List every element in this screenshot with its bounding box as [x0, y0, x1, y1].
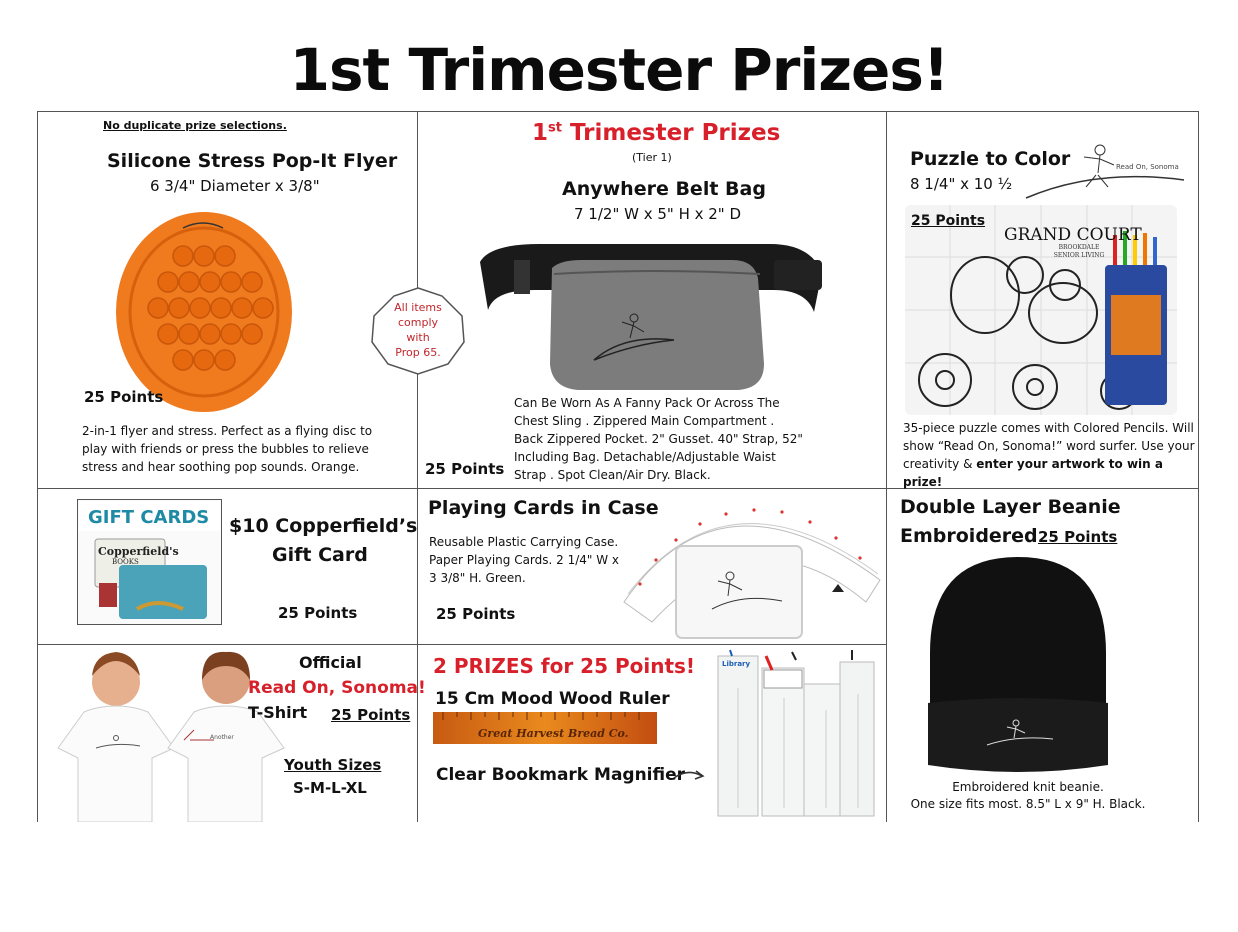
- cards-title: Playing Cards in Case: [428, 497, 659, 519]
- center-prize-title: 1st Trimester Prizes: [532, 120, 781, 146]
- ruler-title: 15 Cm Mood Wood Ruler: [435, 689, 670, 709]
- bookmark-library-label: Library: [722, 660, 751, 668]
- prop65-badge-text: All items comply with Prop 65.: [394, 301, 442, 359]
- grand-court-subtitle: BROOKDALE SENIOR LIVING: [1053, 244, 1105, 259]
- ruler-imprint: Great Harvest Bread Co.: [478, 727, 629, 740]
- tshirt-sizes-label: Youth Sizes: [284, 756, 382, 774]
- tshirt-points: 25 Points: [331, 706, 411, 724]
- beltbag-title: Anywhere Belt Bag: [562, 178, 766, 200]
- puzzle-title: Puzzle to Color: [910, 148, 1071, 170]
- grid-line: [37, 111, 1198, 112]
- puzzle-description: 35-piece puzzle comes with Colored Pencils. Will show “Read On, Sonoma!” word surfer. Use your creativity & enter your artwork to win a prize!: [903, 421, 1195, 489]
- puzzle-points: 25 Points: [911, 213, 986, 229]
- cards-points: 25 Points: [436, 605, 516, 623]
- puzzle-size: 8 1/4" x 10 ½: [910, 175, 1013, 193]
- bookmark-title: Clear Bookmark Magnifier: [436, 765, 686, 785]
- giftcard-points: 25 Points: [278, 604, 358, 622]
- beltbag-points: 25 Points: [425, 460, 505, 478]
- bookmark-magnifier-image: [708, 648, 880, 820]
- popit-description: 2-in-1 flyer and stress. Perfect as a flying disc to play with friends or press the bubbles to relieve stress and hear soothing pop sounds. Orange.: [82, 424, 373, 474]
- grid-line: [37, 644, 887, 645]
- grid-line: [886, 111, 887, 822]
- giftcard-title: $10 Copperfield’s: [229, 515, 418, 537]
- beanie-title-2: Embroidered: [900, 525, 1038, 547]
- grid-line: [417, 111, 418, 822]
- belt-bag-image: [474, 232, 830, 398]
- beltbag-description: Can Be Worn As A Fanny Pack Or Across The Chest Sling . Zippered Main Compartment . Back Zippered Pocket. 2" Gusset. 40" Strap, 52" Including Bag. Detachable/Adjustable Waist Strap . Spot Clean/Air Dry. Black.: [514, 396, 803, 482]
- gift-cards-badge: GIFT CARDS: [88, 507, 210, 528]
- tshirt-readon-label: Read On, Sonoma!: [248, 678, 426, 698]
- page-title: 1st Trimester Prizes!: [289, 36, 949, 104]
- tshirt-back-print: Another: [210, 734, 234, 741]
- tshirt-image: [56, 648, 288, 822]
- popit-flyer-image: [113, 208, 295, 416]
- beanie-image: [924, 553, 1112, 779]
- beanie-title: Double Layer Beanie: [900, 496, 1121, 518]
- tshirt-title: T-Shirt: [248, 703, 308, 722]
- cards-description: Reusable Plastic Carrying Case. Paper Playing Cards. 2 1/4" W x 3 3/8" H. Green.: [429, 535, 620, 585]
- copperfields-books-label: BOOKS: [112, 558, 139, 566]
- grand-court-logo: GRAND COURT: [1004, 225, 1142, 245]
- tshirt-official-label: Official: [299, 653, 362, 672]
- beanie-description: Embroidered knit beanie. One size fits most. 8.5" L x 9" H. Black.: [910, 780, 1146, 811]
- playing-cards-image: [620, 494, 886, 642]
- word-surfer-logo: [1020, 140, 1190, 202]
- popit-points: 25 Points: [84, 388, 164, 406]
- copperfields-logo: Copperfield's: [98, 545, 179, 558]
- grid-line: [37, 111, 38, 822]
- puzzle-readon-label: Read On, Sonoma: [1116, 163, 1179, 171]
- grid-line: [1198, 111, 1199, 822]
- no-duplicate-note: No duplicate prize selections.: [103, 119, 287, 132]
- arrow-icon: [672, 766, 706, 782]
- popit-size: 6 3/4" Diameter x 3/8": [150, 177, 320, 195]
- popit-title: Silicone Stress Pop-It Flyer: [107, 150, 398, 172]
- beanie-points: 25 Points: [1038, 528, 1118, 546]
- tier-label: (Tier 1): [632, 151, 672, 164]
- giftcard-title-2: Gift Card: [272, 544, 368, 566]
- tshirt-sizes: S-M-L-XL: [293, 779, 367, 797]
- beltbag-size: 7 1/2" W x 5" H x 2" D: [574, 205, 742, 223]
- two-prizes-title: 2 PRIZES for 25 Points!: [433, 654, 696, 678]
